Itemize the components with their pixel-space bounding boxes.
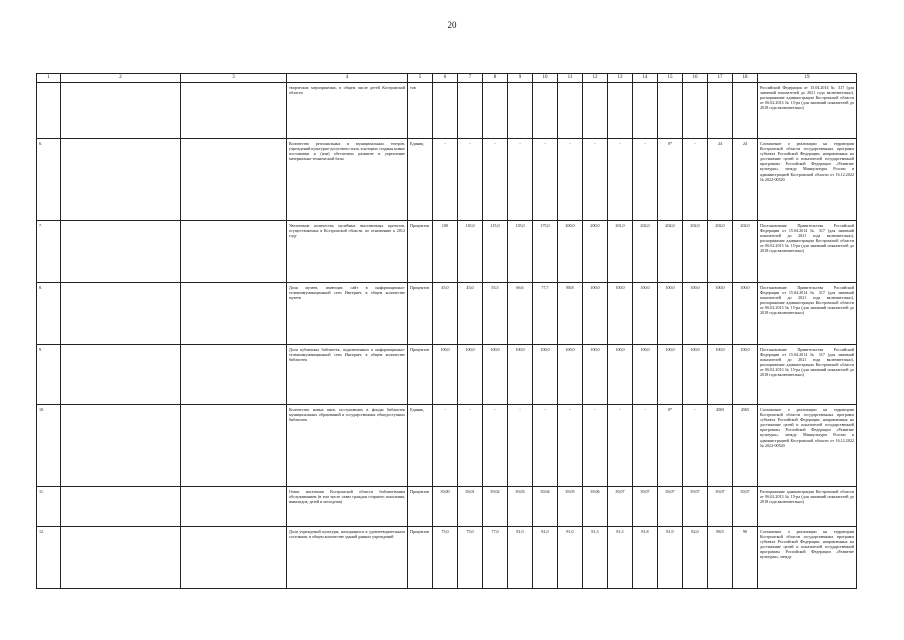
empty-cell bbox=[61, 139, 181, 221]
value-cell: 39,07 bbox=[658, 487, 683, 527]
empty-cell bbox=[61, 221, 181, 283]
row-number-cell: 8. bbox=[37, 283, 61, 345]
value-cell: 100,0 bbox=[633, 283, 658, 345]
value-cell: - bbox=[683, 405, 708, 487]
value-cell bbox=[583, 83, 608, 139]
table-row bbox=[37, 405, 857, 487]
value-cell: - bbox=[433, 139, 458, 221]
empty-cell bbox=[181, 405, 287, 487]
value-cell: 100,0 bbox=[708, 345, 733, 405]
value-cell: 77,7 bbox=[533, 283, 558, 345]
row-number-cell: 10. bbox=[37, 405, 61, 487]
value-cell: - bbox=[508, 139, 533, 221]
indicator-description-cell: творческих мероприятиях, в общем числе детей Костромской области bbox=[287, 83, 408, 139]
row-number-cell: 7. bbox=[37, 221, 61, 283]
value-cell: 100,0 bbox=[658, 345, 683, 405]
table-row bbox=[37, 283, 857, 345]
table-row bbox=[37, 487, 857, 527]
value-cell: 200,0 bbox=[583, 221, 608, 283]
value-cell: 39,01 bbox=[458, 487, 483, 527]
value-cell: 81,0 bbox=[508, 527, 533, 589]
value-cell: 77,0 bbox=[483, 527, 508, 589]
source-document-cell: Соглашение о реализации на территории Костромской области государственных программ субъекта Российской Федерации, направленных на достижение целей и показателей государственной программы Российской Федерации «Развитие культуры», между bbox=[758, 527, 857, 589]
source-document-cell: Постановление Правительства Российской Федерации от 15.04.2014 № 317 (для значений показателей до 2021 года включительно), распоряжение администрации Костромской области от 06.02.2013 № 15-ра (для значений показателей до 2018 года включительно) bbox=[758, 345, 857, 405]
value-cell bbox=[658, 83, 683, 139]
value-cell: - bbox=[633, 405, 658, 487]
unit-cell: Процентов bbox=[408, 527, 433, 589]
value-cell: 81,9 bbox=[658, 527, 683, 589]
value-cell: 100,0 bbox=[583, 283, 608, 345]
value-cell: - bbox=[433, 405, 458, 487]
row-number-cell: 9. bbox=[37, 345, 61, 405]
value-cell: 82,0 bbox=[683, 527, 708, 589]
table-row bbox=[37, 139, 857, 221]
row-number-cell: 6. bbox=[37, 139, 61, 221]
row-number-cell: 12. bbox=[37, 527, 61, 589]
header-cell: 13 bbox=[608, 74, 633, 83]
value-cell: 202,0 bbox=[658, 221, 683, 283]
indicator-description-cell: Количество новых книг, поступивших в фонды библиотек муниципальных образований и государственных общедоступных библиотек bbox=[287, 405, 408, 487]
value-cell: 100,0 bbox=[633, 345, 658, 405]
unit-cell: Процентов bbox=[408, 345, 433, 405]
value-cell: 39,04 bbox=[533, 487, 558, 527]
header-cell: 19 bbox=[758, 74, 857, 83]
value-cell: 39,07 bbox=[683, 487, 708, 527]
value-cell: 202,0 bbox=[708, 221, 733, 283]
source-document-cell: Постановление Правительства Российской Федерации от 15.04.2014 № 317 (для значений показателей до 2021 года включительно), распоряжение администрации Костромской области от 06.02.2013 № 15-ра (для значений показателей до 2018 года включительно) bbox=[758, 283, 857, 345]
empty-cell bbox=[181, 283, 287, 345]
value-cell: 100,0 bbox=[608, 345, 633, 405]
value-cell: 39,00 bbox=[433, 487, 458, 527]
value-cell bbox=[483, 83, 508, 139]
value-cell: - bbox=[608, 405, 633, 487]
value-cell bbox=[558, 83, 583, 139]
value-cell: 66,6 bbox=[508, 283, 533, 345]
value-cell: 202,0 bbox=[733, 221, 758, 283]
table-row bbox=[37, 345, 857, 405]
header-cell: 6 bbox=[433, 74, 458, 83]
value-cell: 75,0 bbox=[458, 527, 483, 589]
empty-cell bbox=[61, 527, 181, 589]
value-cell: 39,06 bbox=[583, 487, 608, 527]
empty-cell bbox=[61, 405, 181, 487]
value-cell: - bbox=[683, 139, 708, 221]
value-cell: 90 bbox=[733, 527, 758, 589]
value-cell: 200,0 bbox=[558, 221, 583, 283]
empty-cell bbox=[61, 345, 181, 405]
empty-cell bbox=[181, 83, 287, 139]
value-cell: 115,0 bbox=[483, 221, 508, 283]
value-cell bbox=[508, 83, 533, 139]
value-cell: 24 bbox=[733, 139, 758, 221]
value-cell: 201,0 bbox=[608, 221, 633, 283]
source-document-cell: Распоряжение администрации Костромской области от 06.02.2013 № 15-ра (для значений показателей до 2018 года включительно) bbox=[758, 487, 857, 527]
value-cell bbox=[733, 83, 758, 139]
value-cell: - bbox=[608, 139, 633, 221]
value-cell: 100,0 bbox=[733, 345, 758, 405]
value-cell: - bbox=[533, 405, 558, 487]
value-cell: 39,07 bbox=[708, 487, 733, 527]
value-cell: 100,0 bbox=[458, 345, 483, 405]
value-cell: 175,0 bbox=[533, 221, 558, 283]
value-cell: 81,0 bbox=[558, 527, 583, 589]
empty-cell bbox=[181, 527, 287, 589]
indicator-description-cell: Количество региональных и муниципальных театров, учреждений культурно-досугового типа, в которых созданы новые постановки и (или) обеспечено развитие и укрепление материально-технической базы bbox=[287, 139, 408, 221]
empty-cell bbox=[61, 83, 181, 139]
value-cell: 135,0 bbox=[508, 221, 533, 283]
value-cell: - bbox=[483, 405, 508, 487]
value-cell: 100,0 bbox=[583, 345, 608, 405]
value-cell: 100,0 bbox=[683, 283, 708, 345]
unit-cell: тов bbox=[408, 83, 433, 139]
value-cell: 4565 bbox=[733, 405, 758, 487]
value-cell: 100,0 bbox=[608, 283, 633, 345]
value-cell: - bbox=[458, 139, 483, 221]
value-cell: - bbox=[558, 405, 583, 487]
empty-cell bbox=[181, 221, 287, 283]
value-cell: 100,0 bbox=[533, 345, 558, 405]
header-cell: 17 bbox=[708, 74, 733, 83]
value-cell: 100,0 bbox=[708, 283, 733, 345]
source-document-cell: Постановление Правительства Российской Федерации от 15.04.2014 № 317 (для значений показателей до 2021 года включительно), распоряжение администрации Костромской области от 06.02.2013 № 15-ра (для значений показателей до 2018 года включительно) bbox=[758, 221, 857, 283]
table-row bbox=[37, 83, 857, 139]
unit-cell: Единиц bbox=[408, 405, 433, 487]
value-cell bbox=[458, 83, 483, 139]
value-cell: 100 bbox=[433, 221, 458, 283]
value-cell: 88,8 bbox=[558, 283, 583, 345]
value-cell: - bbox=[583, 405, 608, 487]
source-document-cell: Российской Федерации от 15.04.2014 № 317 (для значений показателей до 2021 года включительно), распоряжение администрации Костромской области от 06.02.2013 № 15-ра (для значений показателей до 2018 года включительно) bbox=[758, 83, 857, 139]
value-cell: 0* bbox=[658, 405, 683, 487]
column-number-header bbox=[37, 74, 857, 83]
indicator-description-cell: Доля публичных библиотек, подключенных к информационно-телекоммуникационной сети Интернет, в общем количестве библиотек bbox=[287, 345, 408, 405]
value-cell bbox=[533, 83, 558, 139]
unit-cell: Процентов bbox=[408, 221, 433, 283]
value-cell: 55,5 bbox=[483, 283, 508, 345]
value-cell: 81,3 bbox=[608, 527, 633, 589]
value-cell: 0* bbox=[658, 139, 683, 221]
row-number-cell bbox=[37, 83, 61, 139]
value-cell: - bbox=[583, 139, 608, 221]
value-cell: 88,9 bbox=[708, 527, 733, 589]
value-cell: 75,0 bbox=[433, 527, 458, 589]
value-cell: - bbox=[558, 139, 583, 221]
header-cell: 18 bbox=[733, 74, 758, 83]
value-cell: 24 bbox=[708, 139, 733, 221]
value-cell: 100,0 bbox=[558, 345, 583, 405]
value-cell: 100,0 bbox=[658, 283, 683, 345]
value-cell: 45,0 bbox=[433, 283, 458, 345]
value-cell: 100,0 bbox=[483, 345, 508, 405]
header-cell: 2 bbox=[61, 74, 181, 83]
header-cell: 9 bbox=[508, 74, 533, 83]
empty-cell bbox=[61, 283, 181, 345]
value-cell: 39,07 bbox=[633, 487, 658, 527]
page-number: 20 bbox=[447, 20, 457, 30]
header-cell: 16 bbox=[683, 74, 708, 83]
header-cell: 10 bbox=[533, 74, 558, 83]
value-cell: - bbox=[458, 405, 483, 487]
value-cell: 39,03 bbox=[508, 487, 533, 527]
value-cell: - bbox=[483, 139, 508, 221]
header-cell: 3 bbox=[181, 74, 287, 83]
unit-cell: Процентов bbox=[408, 487, 433, 527]
empty-cell bbox=[181, 345, 287, 405]
value-cell: 45,0 bbox=[458, 283, 483, 345]
value-cell: 39,02 bbox=[483, 487, 508, 527]
value-cell bbox=[683, 83, 708, 139]
value-cell: 39,07 bbox=[733, 487, 758, 527]
value-cell: 81,8 bbox=[633, 527, 658, 589]
value-cell: 202,0 bbox=[633, 221, 658, 283]
value-cell: 100,0 bbox=[733, 283, 758, 345]
value-cell: 39,05 bbox=[558, 487, 583, 527]
source-document-cell: Соглашение о реализации на территории Костромской области государственных программ субъекта Российской Федерации, направленных на достижение целей и показателей государственной программы Российской Федерации «Развитие культуры», между Минкультуры России и администрацией Костромской области от 16.12.2022 № 2022-00520 bbox=[758, 139, 857, 221]
header-cell: 15 bbox=[658, 74, 683, 83]
indicator-description-cell: Охват населения Костромской области библиотечным обслуживанием (в том числе охват граждан старшего поколения, инвалидов, детей и молодежи) bbox=[287, 487, 408, 527]
empty-cell bbox=[181, 487, 287, 527]
value-cell: 100,0 bbox=[433, 345, 458, 405]
empty-cell bbox=[61, 487, 181, 527]
header-cell: 14 bbox=[633, 74, 658, 83]
value-cell bbox=[433, 83, 458, 139]
empty-cell bbox=[181, 139, 287, 221]
value-cell: 110,0 bbox=[458, 221, 483, 283]
value-cell bbox=[633, 83, 658, 139]
header-cell: 7 bbox=[458, 74, 483, 83]
value-cell: 4565 bbox=[708, 405, 733, 487]
table-row bbox=[37, 221, 857, 283]
row-number-cell: 11. bbox=[37, 487, 61, 527]
value-cell: 39,07 bbox=[608, 487, 633, 527]
unit-cell: Процентов bbox=[408, 283, 433, 345]
header-cell: 1 bbox=[37, 74, 61, 83]
table-row bbox=[37, 527, 857, 589]
value-cell: - bbox=[533, 139, 558, 221]
value-cell bbox=[608, 83, 633, 139]
header-cell: 8 bbox=[483, 74, 508, 83]
value-cell: 100,0 bbox=[508, 345, 533, 405]
indicators-table bbox=[36, 73, 857, 589]
value-cell: 100,0 bbox=[683, 345, 708, 405]
header-cell: 12 bbox=[583, 74, 608, 83]
value-cell: 81,0 bbox=[533, 527, 558, 589]
header-cell: 5 bbox=[408, 74, 433, 83]
value-cell: 81,3 bbox=[583, 527, 608, 589]
header-cell: 11 bbox=[558, 74, 583, 83]
header-cell: 4 bbox=[287, 74, 408, 83]
value-cell: - bbox=[633, 139, 658, 221]
unit-cell: Единиц bbox=[408, 139, 433, 221]
indicator-description-cell: Доля учреждений культуры, находящихся в удовлетворительном состоянии, в общем количестве зданий данных учреждений bbox=[287, 527, 408, 589]
value-cell: - bbox=[508, 405, 533, 487]
indicator-description-cell: Доля музеев, имеющих сайт в информационно-телекоммуникационной сети Интернет, в общем количестве музеев bbox=[287, 283, 408, 345]
value-cell bbox=[708, 83, 733, 139]
value-cell: 202,0 bbox=[683, 221, 708, 283]
source-document-cell: Соглашение о реализации на территории Костромской области государственных программ субъекта Российской Федерации, направленных на достижение целей и показателей государственной программы Российской Федерации «Развитие культуры», между Минкультуры России и администрацией Костромской области от 16.12.2022 № 2022-00520 bbox=[758, 405, 857, 487]
indicator-description-cell: Увеличение количества музейных выставочных проектов, осуществляемых в Костромской области, по отношению к 2012 году bbox=[287, 221, 408, 283]
